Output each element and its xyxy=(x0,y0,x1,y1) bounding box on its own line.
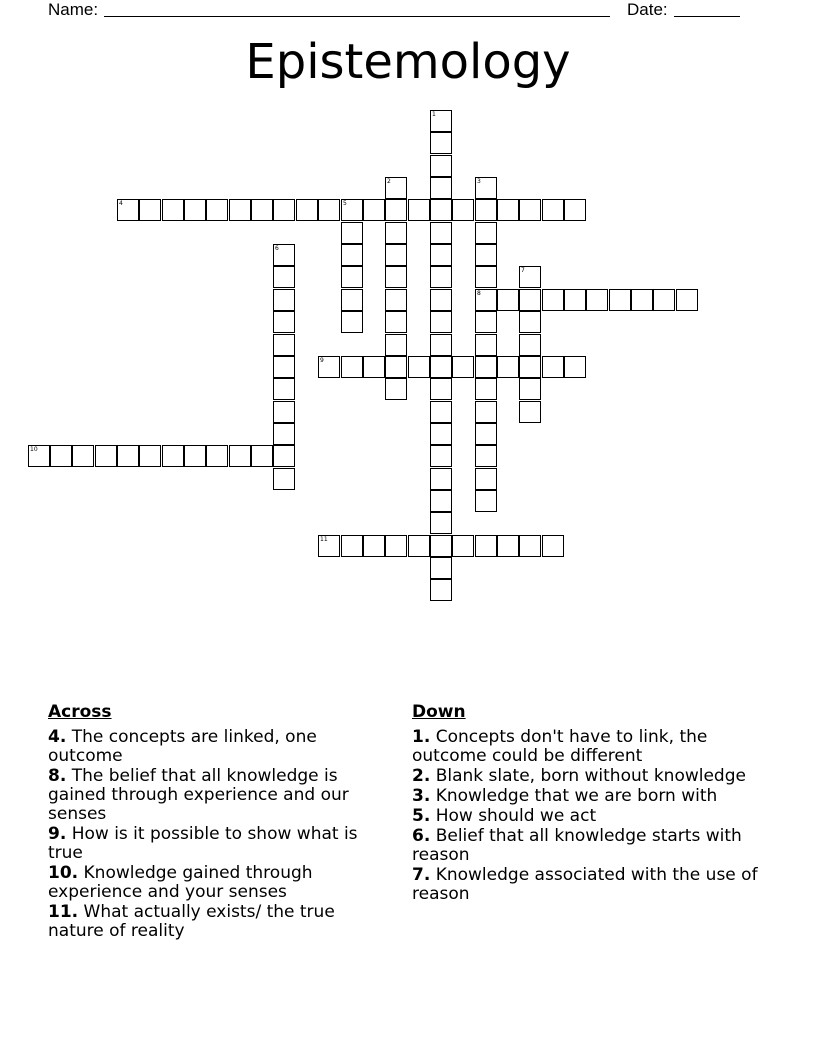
grid-cell[interactable] xyxy=(519,378,541,400)
grid-cell[interactable] xyxy=(475,378,497,400)
grid-cell[interactable] xyxy=(542,535,564,557)
grid-cell[interactable] xyxy=(475,289,497,311)
grid-cell[interactable] xyxy=(475,535,497,557)
grid-cell[interactable] xyxy=(184,445,206,467)
grid-cell[interactable] xyxy=(430,535,452,557)
grid-cell[interactable] xyxy=(475,199,497,221)
grid-cell[interactable] xyxy=(430,445,452,467)
grid-cell[interactable] xyxy=(542,289,564,311)
grid-cell[interactable] xyxy=(475,334,497,356)
grid-cell[interactable] xyxy=(341,289,363,311)
grid-cell[interactable] xyxy=(408,535,430,557)
grid-cell[interactable] xyxy=(475,311,497,333)
grid-cell[interactable] xyxy=(273,244,295,266)
grid-cell[interactable] xyxy=(229,445,251,467)
grid-cell[interactable] xyxy=(475,244,497,266)
grid-cell[interactable] xyxy=(519,289,541,311)
grid-cell[interactable] xyxy=(430,289,452,311)
clue-number: 7 xyxy=(521,267,525,274)
grid-cell[interactable] xyxy=(117,445,139,467)
grid-cell[interactable] xyxy=(519,199,541,221)
clue-number: 8 xyxy=(477,290,481,297)
grid-cell[interactable] xyxy=(430,557,452,579)
grid-cell[interactable] xyxy=(542,356,564,378)
grid-cell[interactable] xyxy=(497,535,519,557)
grid-cell[interactable] xyxy=(430,266,452,288)
grid-cell[interactable] xyxy=(653,289,675,311)
grid-cell[interactable] xyxy=(363,199,385,221)
grid-cell[interactable] xyxy=(430,311,452,333)
clue-down-1: 1. Concepts don't have to link, the outcome could be different xyxy=(412,727,708,766)
clue-number: 3 xyxy=(477,178,481,185)
grid-cell[interactable] xyxy=(318,199,340,221)
grid-cell[interactable] xyxy=(341,222,363,244)
grid-cell[interactable] xyxy=(586,289,608,311)
grid-cell[interactable] xyxy=(430,423,452,445)
grid-cell[interactable] xyxy=(341,356,363,378)
grid-cell[interactable] xyxy=(408,199,430,221)
clue-down-7: 7. Knowledge associated with the use of reason xyxy=(412,865,758,904)
grid-cell[interactable] xyxy=(385,334,407,356)
grid-cell[interactable] xyxy=(229,199,251,221)
clue-number: 10 xyxy=(30,446,38,453)
grid-cell[interactable] xyxy=(318,535,340,557)
grid-cell[interactable] xyxy=(385,222,407,244)
clue-number: 11 xyxy=(320,536,328,543)
clue-down-6: 6. Belief that all knowledge starts with reason xyxy=(412,826,742,865)
grid-cell[interactable] xyxy=(631,289,653,311)
grid-cell[interactable] xyxy=(273,356,295,378)
grid-cell[interactable] xyxy=(162,445,184,467)
clue-number: 1 xyxy=(432,111,436,118)
grid-cell[interactable] xyxy=(497,356,519,378)
grid-cell[interactable] xyxy=(341,535,363,557)
grid-cell[interactable] xyxy=(430,244,452,266)
grid-cell[interactable] xyxy=(273,311,295,333)
grid-cell[interactable] xyxy=(430,132,452,154)
grid-cell[interactable] xyxy=(206,199,228,221)
clue-across-9: 9. How is it possible to show what is true xyxy=(48,824,358,863)
grid-cell[interactable] xyxy=(519,334,541,356)
clue-across-10: 10. Knowledge gained through experience and your senses xyxy=(48,863,313,902)
grid-cell[interactable] xyxy=(385,177,407,199)
grid-cell[interactable] xyxy=(475,222,497,244)
grid-cell[interactable] xyxy=(676,289,698,311)
grid-cell[interactable] xyxy=(28,445,50,467)
grid-cell[interactable] xyxy=(296,199,318,221)
grid-cell[interactable] xyxy=(117,199,139,221)
grid-cell[interactable] xyxy=(341,199,363,221)
grid-cell[interactable] xyxy=(273,378,295,400)
grid-cell[interactable] xyxy=(273,289,295,311)
clue-down-5: 5. How should we act xyxy=(412,806,597,826)
grid-cell[interactable] xyxy=(273,468,295,490)
grid-cell[interactable] xyxy=(251,445,273,467)
clue-across-8: 8. The belief that all knowledge is gained through experience and our senses xyxy=(48,766,349,824)
grid-cell[interactable] xyxy=(430,334,452,356)
grid-cell[interactable] xyxy=(430,512,452,534)
grid-cell[interactable] xyxy=(363,535,385,557)
grid-cell[interactable] xyxy=(519,356,541,378)
grid-cell[interactable] xyxy=(251,199,273,221)
grid-cell[interactable] xyxy=(519,311,541,333)
grid-cell[interactable] xyxy=(564,199,586,221)
grid-cell[interactable] xyxy=(184,199,206,221)
clue-number: 2 xyxy=(387,178,391,185)
grid-cell[interactable] xyxy=(452,535,474,557)
grid-cell[interactable] xyxy=(206,445,228,467)
grid-cell[interactable] xyxy=(162,199,184,221)
grid-cell[interactable] xyxy=(273,423,295,445)
grid-cell[interactable] xyxy=(542,199,564,221)
clue-down-2: 2. Blank slate, born without knowledge xyxy=(412,766,746,786)
clue-across-11: 11. What actually exists/ the true nature of reality xyxy=(48,902,335,941)
grid-cell[interactable] xyxy=(385,199,407,221)
down-clues xyxy=(412,703,762,905)
grid-cell[interactable] xyxy=(139,445,161,467)
grid-cell[interactable] xyxy=(273,334,295,356)
grid-cell[interactable] xyxy=(475,356,497,378)
grid-cell[interactable] xyxy=(430,490,452,512)
grid-cell[interactable] xyxy=(430,177,452,199)
grid-cell[interactable] xyxy=(475,423,497,445)
grid-cell[interactable] xyxy=(385,266,407,288)
grid-cell[interactable] xyxy=(519,266,541,288)
grid-cell[interactable] xyxy=(497,289,519,311)
across-heading: Across xyxy=(48,702,112,722)
grid-cell[interactable] xyxy=(273,266,295,288)
grid-cell[interactable] xyxy=(564,356,586,378)
grid-cell[interactable] xyxy=(318,356,340,378)
date-label: Date: xyxy=(627,0,668,19)
grid-cell[interactable] xyxy=(341,266,363,288)
grid-cell[interactable] xyxy=(95,445,117,467)
grid-cell[interactable] xyxy=(475,177,497,199)
down-heading: Down xyxy=(412,702,466,722)
clue-number: 4 xyxy=(119,200,123,207)
grid-cell[interactable] xyxy=(363,356,385,378)
grid-cell[interactable] xyxy=(385,378,407,400)
grid-cell[interactable] xyxy=(430,378,452,400)
grid-cell[interactable] xyxy=(273,199,295,221)
across-clues xyxy=(48,703,368,942)
grid-cell[interactable] xyxy=(475,401,497,423)
grid-cell[interactable] xyxy=(609,289,631,311)
grid-cell[interactable] xyxy=(385,356,407,378)
grid-cell[interactable] xyxy=(430,155,452,177)
clue-number: 5 xyxy=(343,200,347,207)
grid-cell[interactable] xyxy=(385,289,407,311)
clue-down-3: 3. Knowledge that we are born with xyxy=(412,786,718,806)
grid-cell[interactable] xyxy=(341,244,363,266)
grid-cell[interactable] xyxy=(430,110,452,132)
grid-cell[interactable] xyxy=(385,535,407,557)
grid-cell[interactable] xyxy=(475,490,497,512)
name-label: Name: xyxy=(48,0,99,19)
grid-cell[interactable] xyxy=(430,468,452,490)
grid-cell[interactable] xyxy=(519,535,541,557)
grid-cell[interactable] xyxy=(430,199,452,221)
grid-cell[interactable] xyxy=(452,199,474,221)
grid-cell[interactable] xyxy=(475,445,497,467)
grid-cell[interactable] xyxy=(341,311,363,333)
grid-cell[interactable] xyxy=(497,199,519,221)
clue-number: 6 xyxy=(275,245,279,252)
grid-cell[interactable] xyxy=(273,445,295,467)
grid-cell[interactable] xyxy=(475,468,497,490)
grid-cell[interactable] xyxy=(452,356,474,378)
grid-cell[interactable] xyxy=(72,445,94,467)
grid-cell[interactable] xyxy=(408,356,430,378)
grid-cell[interactable] xyxy=(430,579,452,601)
grid-cell[interactable] xyxy=(139,199,161,221)
grid-cell[interactable] xyxy=(564,289,586,311)
clue-across-4: 4. The concepts are linked, one outcome xyxy=(48,727,317,766)
page-title: Epistemology xyxy=(245,34,571,90)
clue-number: 9 xyxy=(320,357,324,364)
grid-cell[interactable] xyxy=(519,401,541,423)
grid-cell[interactable] xyxy=(385,244,407,266)
grid-cell[interactable] xyxy=(430,222,452,244)
grid-cell[interactable] xyxy=(475,266,497,288)
grid-cell[interactable] xyxy=(430,356,452,378)
grid-cell[interactable] xyxy=(273,401,295,423)
grid-cell[interactable] xyxy=(385,311,407,333)
grid-cell[interactable] xyxy=(430,401,452,423)
grid-cell[interactable] xyxy=(50,445,72,467)
